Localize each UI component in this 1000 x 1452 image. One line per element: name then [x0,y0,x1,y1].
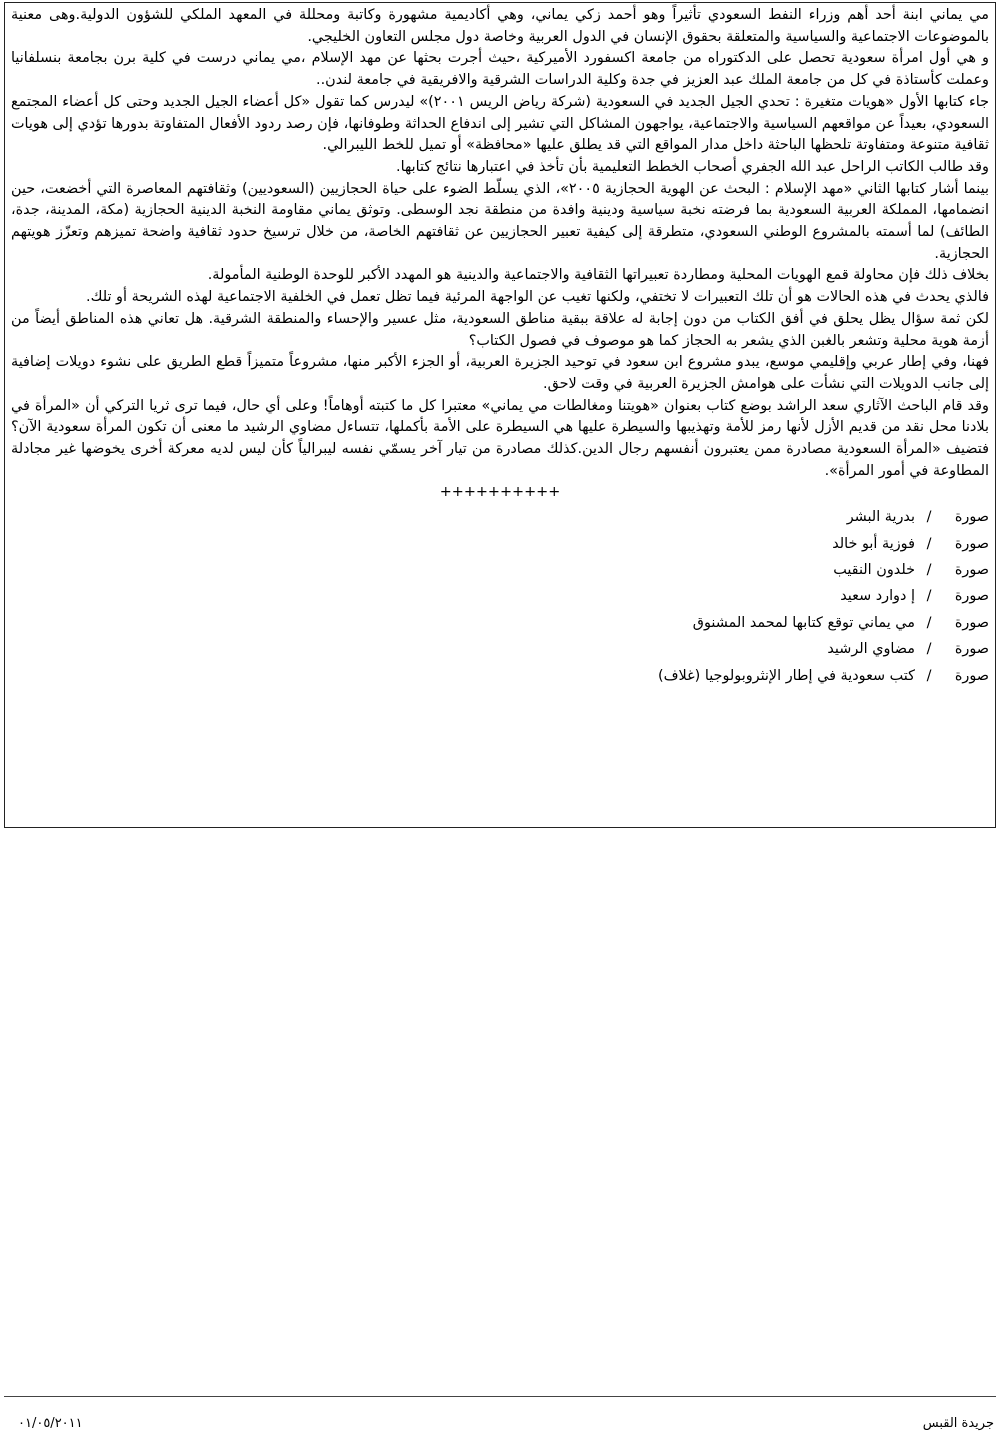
caption-item [11,663,989,689]
caption-item [11,557,989,583]
paragraph-6: بخلاف ذلك فإن محاولة قمع الهويات المحلية ومطاردة تعبيراتها الثقافية والاجتماعية والدينية هو المهدد الأكبر للوحدة الوطنية المأمولة. [207,267,989,284]
caption-title: خلدون النقيب [833,561,915,578]
paragraph-4: وقد طالب الكاتب الراحل عبد الله الجفري أصحاب الخطط التعليمية بأن تأخذ في اعتبارها نتائج كتابها. [396,158,989,175]
caption-label: صورة [954,614,989,631]
caption-slash: / [926,561,932,578]
caption-title: مي يماني توقع كتابها لمحمد المشنوق [692,614,915,631]
paragraph-5: بينما أشار كتابها الثاني «مهد الإسلام : البحث عن الهوية الحجازية ٢٠٠٥»، الذي يسلّط الضوء على حياة الحجازيين (السعوديين) وثقافتهم المعاصرة التي أخضعت، حين انضمامها، المملكة العربية السعودية بما فرضته نخبة سياسية ودينية وافدة من منطقة نجد الوسطى. وتوثق يماني مقاومة النخبة الدينية الحجازية (مكة، المدينة، جدة، الطائف) لما أسمته بالمشروع الوطني السعودي، متطرقة إلى كيفية تعبير الحجازيين عن ثقافتهم الخاصة، من خلال ترسيخ حدود ثقافية واضحة تميزهم وتعزّز هويتهم الحجازية. [11,180,989,262]
caption-item [11,610,989,636]
caption-label: صورة [954,509,989,526]
paragraph-8: لكن ثمة سؤال يظل يحلق في أفق الكتاب من دون إجابة له علاقة ببقية مناطق السعودية، مثل عسير والإحساء والمنطقة الشرقية. هل تعاني هذه المناطق أيضاً من أزمة هوية محلية وتشعر بالغبن الذي يشعر به الحجاز كما هو موصوف في فصول الكتاب؟ [11,310,989,349]
newspaper-name: جريدة القبس [922,1416,994,1431]
paragraph-2: و هي أول امرأة سعودية تحصل على الدكتوراه من جامعة اكسفورد الأميركية ،حيث أجرت بحثها عن مهد الإسلام ،مي يماني درست في كلية برن بجامعة بنسلفانيا وعملت كأستاذة في كل من جامعة الملك عبد العزيز في جدة وكلية الدراسات الشرقية والافريقية في جامعة لندن.. [11,50,989,89]
caption-slash: / [926,509,932,526]
paragraph-9: فهنا، وفي إطار عربي وإقليمي موسع، يبدو مشروع ابن سعود في توحيد الجزيرة العربية، أو الجزء الأكبر منها، مشروعاً متميزاً قطع الطريق على نشوء دويلات إضافية إلى جانب الدويلات التي نشأت على هوامش الجزيرة العربية في وقت لاحق. [11,354,989,392]
caption-label: صورة [954,561,989,578]
caption-title: بدرية البشر [846,509,915,526]
footer-divider [4,1396,996,1397]
caption-label: صورة [954,588,989,605]
paragraph-10: وقد قام الباحث الآثاري سعد الراشد بوضع كتاب بعنوان «هويتنا ومغالطات مي يماني» معتبرا كل ما كتبته أوهاماً! وعلى أي حال، فيما ترى ثريا التركي أن «المرأة في بلادنا محل نقد من قديم الأزل لأنها رمز للأمة وتهذيبها والسيطرة عليها هي السيطرة على الأمة بأكملها، تتساءل مضاوي الرشيد ما معنى أن تكون المرأة سعودية الآن؟ فتضيف «المرأة السعودية مصادرة ممن يعتبرون أنفسهم رجال الدين.كذلك مصادرة من تيار آخر يسمّي نفسه ليبرالياً كأن ليس لديه معركة أخرى يخوضها غير مجادلة المطاوعة في أمور المرأة». [11,397,989,479]
caption-slash: / [926,614,932,631]
caption-slash: / [926,535,932,552]
caption-item [11,504,989,530]
caption-label: صورة [954,535,989,552]
caption-item [11,531,989,557]
caption-slash: / [926,641,932,658]
caption-slash: / [926,588,932,605]
caption-title: مضاوي الرشيد [827,641,915,658]
paragraph-3: جاء كتابها الأول «هويات متغيرة : تحدي الجيل الجديد في السعودية (شركة رياض الريس ٢٠٠١)» ليدرس كما تقول «كل أعضاء الجيل الجديد وحتى كل أعضاء المجتمع السعودي، بعيداً عن مواقعهم السياسية والاجتماعية، يواجهون المشاكل التي تشير إلى اندفاع الحداثة وطوفانها، فإن رصد ردود الأفعال المتفاوتة بدورها تؤدي إلى هويات ثقافية متنوعة ومتفاوتة تلحظها الباحثة داخل مدار المواقع التي قد يطلق عليها «محافظة» أو تميل للخط الليبرالي. [11,93,989,154]
caption-slash: / [926,667,932,684]
caption-title: فوزية أبو خالد [832,535,915,552]
caption-label: صورة [954,641,989,658]
publication-date: ٠١/٠٥/٢٠١١ [18,1416,83,1431]
article-body [5,3,995,482]
caption-title: إ دوارد سعيد [840,588,915,605]
caption-label: صورة [954,667,989,684]
caption-title: كتب سعودية في إطار الإنثروبولوجيا (غلاف) [657,667,915,684]
section-separator: ++++++++++ [439,484,561,501]
paragraph-1: مي يماني ابنة أحد أهم وزراء النفط السعودي تأثيراً وهو أحمد زكي يماني، وهي أكاديمية مشهورة وكاتبة ومحللة في المعهد الملكي للشؤون الدولية.وهى معنية بالموضوعات الاجتماعية والسياسية والمتعلقة بحقوق الإنسان في الدول العربية وخاصة دول مجلس التعاون الخليجي. [11,7,989,45]
caption-item [11,583,989,609]
article-frame [4,2,996,828]
caption-item [11,636,989,662]
paragraph-7: فالذي يحدث في هذه الحالات هو أن تلك التعبيرات لا تختفي، ولكنها تغيب عن الواجهة المرئية فيما تظل تعمل في الخلفية الاجتماعية لهذه الشريحة أو تلك. [86,289,989,306]
photo-captions [5,504,995,689]
